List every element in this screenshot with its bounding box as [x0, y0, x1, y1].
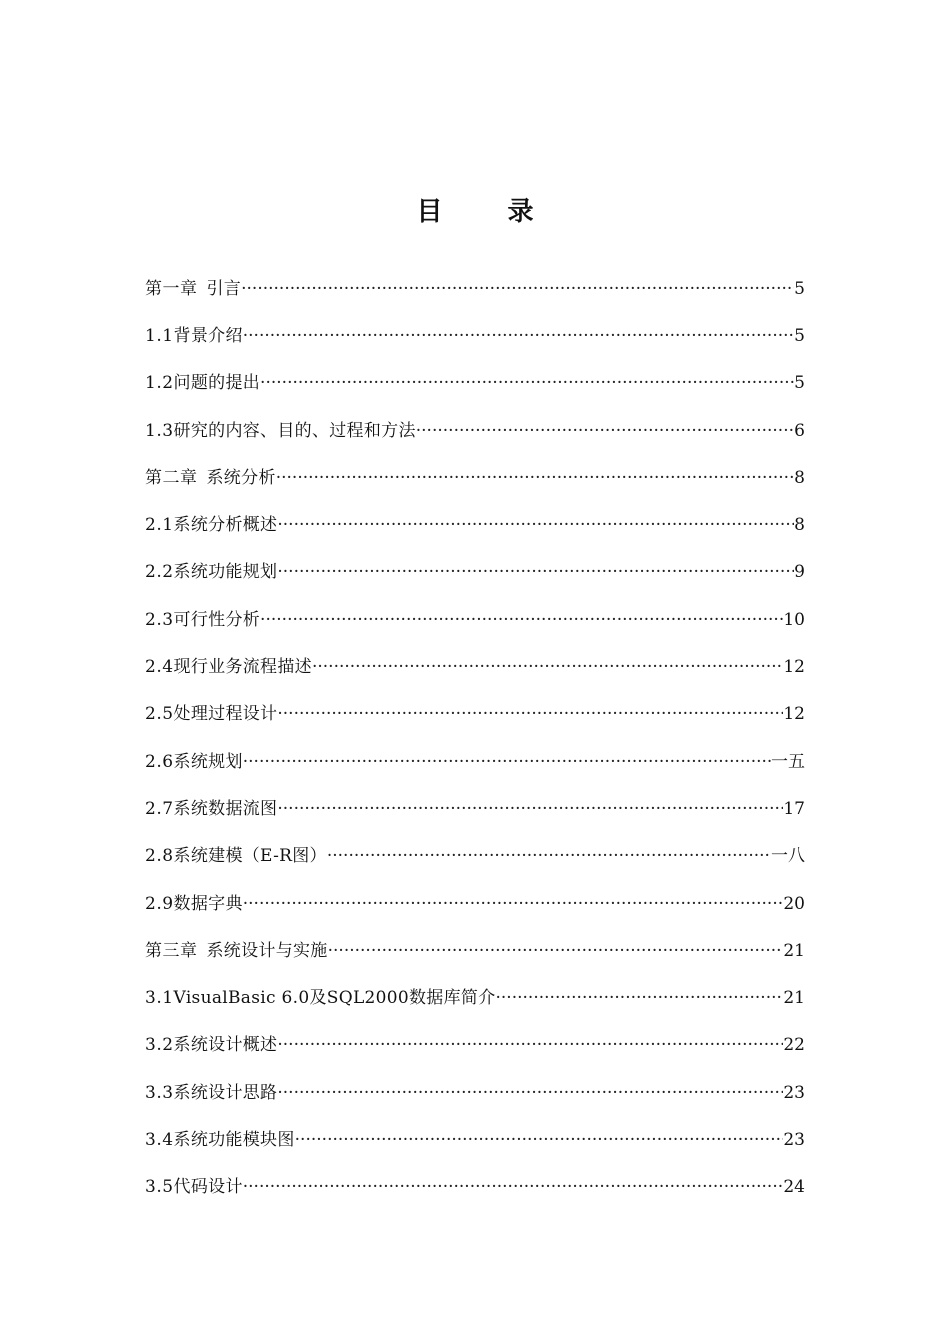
toc-entry-page: 17: [783, 798, 805, 819]
toc-dot-leader: [277, 1035, 783, 1055]
toc-entry: [145, 549, 805, 596]
toc-entry-page: 一八: [771, 846, 805, 867]
toc-entry-number: 1.3: [145, 420, 174, 441]
toc-entry-number: 2.8: [145, 846, 174, 867]
toc-dot-leader: [243, 752, 771, 772]
toc-dot-leader: [277, 1083, 783, 1103]
toc-dot-leader: [328, 941, 784, 961]
toc-entry: [145, 927, 805, 974]
toc-entry-number: 2.5: [145, 704, 174, 725]
toc-entry-number: 1.1: [145, 325, 174, 346]
toc-entry: [145, 643, 805, 690]
toc-entry-number: 1.2: [145, 373, 174, 394]
toc-entry-page: 23: [783, 1082, 805, 1103]
toc-entry-page: 12: [783, 704, 805, 725]
toc-entry-label: 处理过程设计: [173, 704, 278, 725]
toc-entry-label: 系统规划: [173, 751, 243, 772]
toc-dot-leader: [241, 279, 794, 299]
toc-entry-number: 2.2: [145, 562, 174, 583]
toc-entry-page: 23: [783, 1129, 805, 1150]
toc-entry: [145, 691, 805, 738]
toc-entry-label: 系统建模（E-R图）: [173, 846, 327, 867]
toc-dot-leader: [277, 515, 794, 535]
toc-entry-page: 8: [794, 515, 805, 536]
toc-entry-number: 2.9: [145, 893, 174, 914]
toc-entry-number: 2.1: [145, 515, 174, 536]
toc-entry-label: 系统设计概述: [173, 1035, 278, 1056]
toc-entry: [145, 265, 805, 312]
toc-entry-label: VisualBasic 6.0及SQL2000数据库简介: [173, 988, 496, 1009]
toc-dot-leader: [312, 657, 783, 677]
toc-entry: [145, 596, 805, 643]
toc-entry-page: 21: [783, 988, 805, 1009]
toc-entry-number: 2.7: [145, 798, 174, 819]
toc-entry: [145, 974, 805, 1021]
toc-entry-label: 问题的提出: [173, 373, 261, 394]
toc-entry-label: 研究的内容、目的、过程和方法: [173, 420, 416, 441]
toc-entry-label: 系统功能模块图: [173, 1129, 295, 1150]
toc-list: [145, 265, 805, 1211]
toc-entry-page: 12: [783, 657, 805, 678]
toc-entry-page: 22: [783, 1035, 805, 1056]
toc-entry: [145, 1022, 805, 1069]
toc-entry-label: 代码设计: [173, 1177, 243, 1198]
toc-entry: [145, 454, 805, 501]
toc-entry-page: 8: [794, 467, 805, 488]
toc-entry-page: 24: [783, 1177, 805, 1198]
toc-entry: [145, 501, 805, 548]
toc-dot-leader: [496, 988, 784, 1008]
toc-entry-number: 2.6: [145, 751, 174, 772]
toc-entry-number: 2.4: [145, 657, 174, 678]
toc-entry-page: 5: [794, 373, 805, 394]
toc-dot-leader: [277, 799, 783, 819]
toc-dot-leader: [260, 610, 783, 630]
toc-entry-label: 系统分析: [206, 467, 276, 488]
toc-entry-label: 系统功能规划: [173, 562, 278, 583]
toc-entry-label: 系统设计思路: [173, 1082, 278, 1103]
toc-entry-label: 数据字典: [173, 893, 243, 914]
toc-dot-leader: [327, 846, 771, 866]
toc-entry-page: 9: [794, 562, 805, 583]
toc-dot-leader: [295, 1130, 784, 1150]
toc-entry-label: 系统分析概述: [173, 515, 278, 536]
toc-entry: [145, 1069, 805, 1116]
toc-entry-label: 背景介绍: [173, 325, 243, 346]
toc-entry-number: 3.4: [145, 1129, 174, 1150]
toc-entry-page: 10: [783, 609, 805, 630]
toc-entry: [145, 360, 805, 407]
toc-entry-page: 21: [783, 940, 805, 961]
toc-entry: [145, 880, 805, 927]
toc-entry-label: 现行业务流程描述: [173, 657, 312, 678]
toc-entry: [145, 785, 805, 832]
toc-entry: [145, 312, 805, 359]
toc-entry-number: 3.5: [145, 1177, 174, 1198]
toc-entry-page: 20: [783, 893, 805, 914]
toc-dot-leader: [260, 373, 794, 393]
toc-dot-leader: [243, 894, 784, 914]
toc-entry: [145, 738, 805, 785]
toc-entry-number: 2.3: [145, 609, 174, 630]
toc-entry-page: 一五: [771, 751, 805, 772]
toc-entry-number: 第二章: [145, 467, 198, 488]
toc-entry: [145, 407, 805, 454]
toc-entry-number: 3.3: [145, 1082, 174, 1103]
toc-entry-label: 系统设计与实施: [206, 940, 328, 961]
toc-title: 目 录: [416, 197, 562, 227]
toc-entry-number: 第三章: [145, 940, 198, 961]
toc-dot-leader: [416, 421, 794, 441]
toc-entry: [145, 1164, 805, 1211]
toc-entry-page: 5: [794, 278, 805, 299]
toc-entry-number: 3.1: [145, 988, 174, 1009]
toc-entry-label: 可行性分析: [173, 609, 261, 630]
toc-dot-leader: [243, 326, 794, 346]
toc-dot-leader: [276, 468, 794, 488]
toc-entry-number: 3.2: [145, 1035, 174, 1056]
toc-dot-leader: [277, 562, 794, 582]
toc-entry: [145, 833, 805, 880]
toc-entry-label: 系统数据流图: [173, 798, 278, 819]
toc-entry-number: 第一章: [145, 278, 198, 299]
toc-entry-page: 6: [794, 420, 805, 441]
toc-dot-leader: [277, 704, 783, 724]
toc-dot-leader: [243, 1177, 784, 1197]
toc-entry-label: 引言: [206, 278, 242, 299]
toc-entry: [145, 1116, 805, 1163]
toc-entry-page: 5: [794, 325, 805, 346]
